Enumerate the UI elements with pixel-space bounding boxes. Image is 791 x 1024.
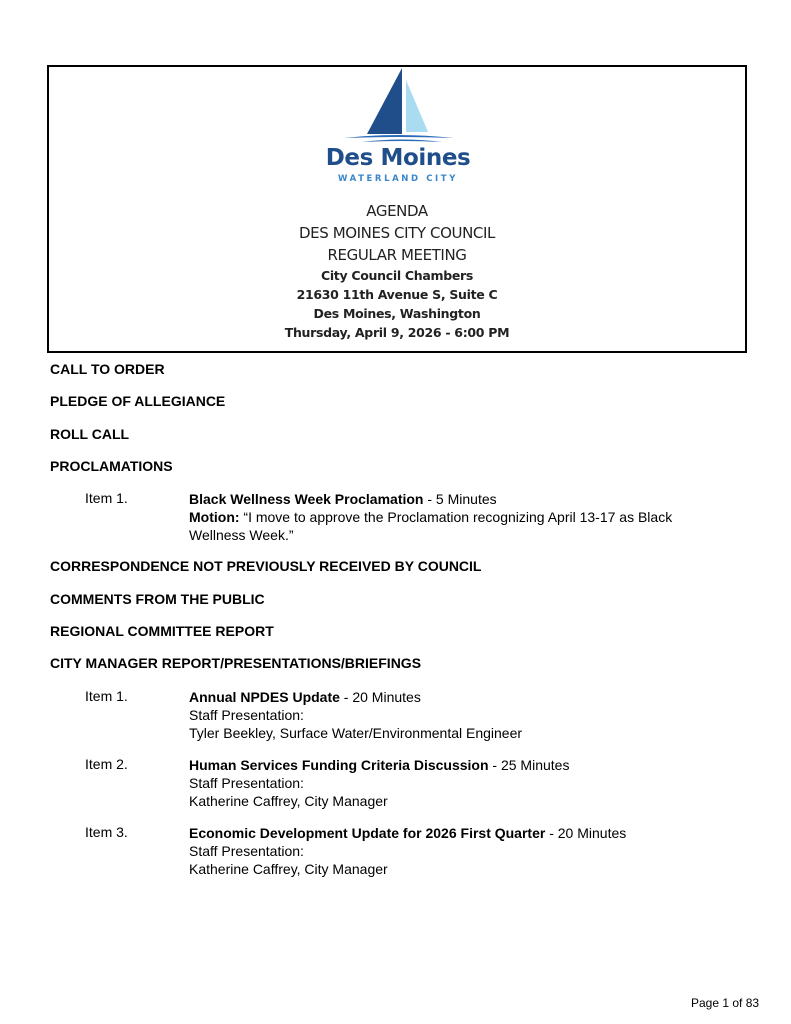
proclamation-item	[189, 490, 749, 544]
item-title: Economic Development Update for 2026 First Quarter	[189, 825, 546, 841]
briefing-item	[189, 688, 749, 742]
item-presenter: Katherine Caffrey, City Manager	[189, 793, 388, 809]
meeting-address: 21630 11th Avenue S, Suite C	[296, 287, 498, 302]
briefing-item-number: Item 3.	[85, 824, 128, 840]
section-city-manager: CITY MANAGER REPORT/PRESENTATIONS/BRIEFINGS	[50, 655, 422, 671]
item-duration: - 25 Minutes	[488, 757, 570, 773]
section-proclamations: PROCLAMATIONS	[50, 458, 173, 474]
section-correspondence: CORRESPONDENCE NOT PREVIOUSLY RECEIVED BY COUNCIL	[50, 558, 482, 574]
briefing-item	[189, 756, 749, 810]
item-title: Annual NPDES Update	[189, 689, 340, 705]
section-regional-committee: REGIONAL COMMITTEE REPORT	[50, 623, 274, 639]
meeting-datetime: Thursday, April 9, 2026 - 6:00 PM	[284, 325, 510, 340]
page-number: Page 1 of 83	[691, 996, 760, 1010]
item-presentation-label: Staff Presentation:	[189, 775, 304, 791]
logo-tagline: WATERLAND CITY	[338, 174, 458, 184]
meeting-city: Des Moines, Washington	[313, 306, 481, 321]
section-call-to-order: CALL TO ORDER	[50, 361, 165, 377]
meeting-type: REGULAR MEETING	[327, 246, 467, 264]
briefing-item-number: Item 1.	[85, 688, 128, 704]
motion-text: “I move to approve the Proclamation recognizing April 13-17 as Black	[239, 509, 673, 525]
item-duration: - 20 Minutes	[545, 825, 627, 841]
item-presenter: Katherine Caffrey, City Manager	[189, 861, 388, 877]
motion-text-continued: Wellness Week.”	[189, 527, 294, 543]
section-public-comments: COMMENTS FROM THE PUBLIC	[50, 591, 265, 607]
city-logo	[322, 66, 474, 186]
item-title: Human Services Funding Criteria Discussion	[189, 757, 489, 773]
briefing-item	[189, 824, 749, 878]
agenda-title: AGENDA	[366, 202, 428, 220]
item-title: Black Wellness Week Proclamation	[189, 491, 424, 507]
briefing-item-number: Item 2.	[85, 756, 128, 772]
item-presentation-label: Staff Presentation:	[189, 843, 304, 859]
item-presenter: Tyler Beekley, Surface Water/Environmental Engineer	[189, 725, 523, 741]
item-duration: - 20 Minutes	[339, 689, 421, 705]
proclamation-item-number: Item 1.	[85, 490, 128, 506]
logo-name: Des Moines	[325, 145, 471, 171]
meeting-venue: City Council Chambers	[320, 268, 474, 283]
motion-label: Motion:	[189, 509, 240, 525]
item-presentation-label: Staff Presentation:	[189, 707, 304, 723]
council-name: DES MOINES CITY COUNCIL	[298, 224, 495, 242]
section-roll-call: ROLL CALL	[50, 426, 130, 442]
sailboat-icon	[322, 66, 474, 146]
section-pledge: PLEDGE OF ALLEGIANCE	[50, 393, 226, 409]
item-duration: - 5 Minutes	[423, 491, 497, 507]
